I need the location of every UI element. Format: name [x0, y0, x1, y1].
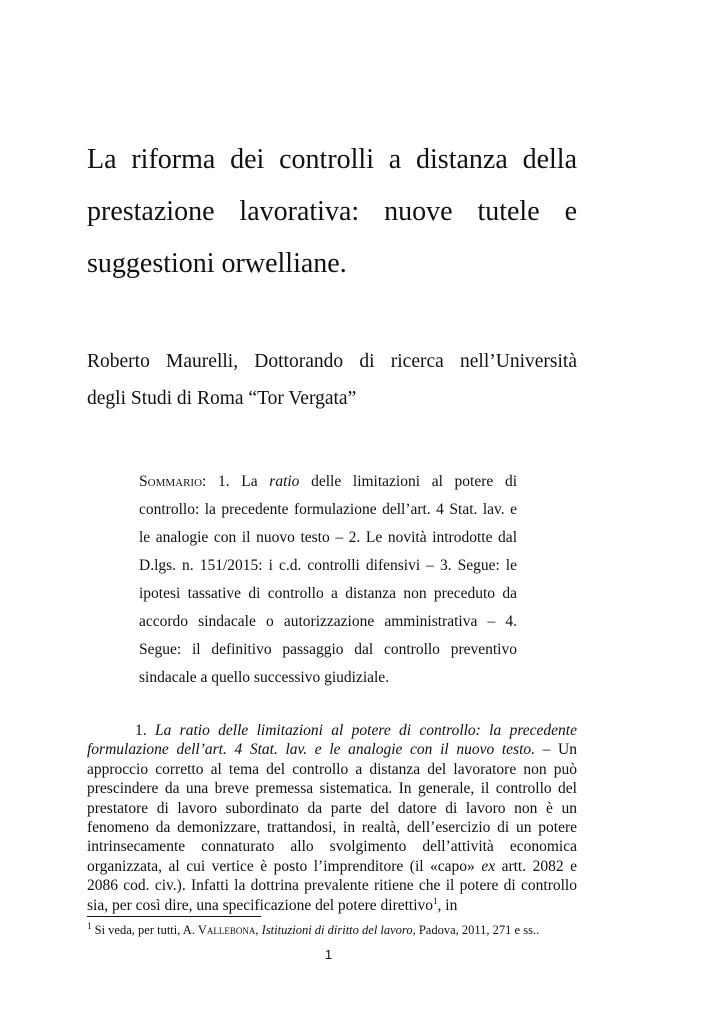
body-ex: ex: [481, 857, 496, 875]
footnote-pre: Si veda, per tutti, A.: [91, 923, 198, 937]
title-line-3: suggestioni orwelliane.: [87, 248, 347, 279]
summary-text: delle limitazioni al potere di controllo: la precedente formulazione dell’art. 4 Stat. lav. e le analogie con il nuovo testo – 2. Le novità introdotte dal D.lgs. n. 151/2015: i c.d. controlli difensivi – 3. Segue: le ipotesi tassative di controllo a distanza non preceduto da accordo sindacale o autorizzazione amministrativa – 4. Segue: il definitivo passaggio dal controllo preventivo sindacale a quello successivo giudiziale.: [139, 473, 517, 686]
summary-label: Sommario: [139, 473, 203, 490]
title-line-1: La riforma dei controlli a distanza della: [87, 144, 577, 175]
body-text-a: – Un approccio corretto al tema del controllo a distanza del lavoratore non può prescindere da una breve premessa sistematica. In generale, il controllo del prestatore di lavoro subordinato da parte del datore di lavoro non è un fenomeno da demonizzare, trattandosi, in realtà, dell’esercizio di un potere intrinsecamente connaturato allo svolgimento dell’attività economica organizzata, al cui vertice è posto l’imprenditore (il «capo»: [87, 741, 578, 875]
summary-box: [139, 468, 517, 692]
author-affiliation: [87, 343, 577, 417]
body-text-b: artt. 2082 e 2086 cod. civ.). Infatti la dottrina prevalente ritiene che il potere di controllo sia, per così dire, una specificazione del potere direttivo: [87, 857, 577, 914]
section-heading: La ratio delle limitazioni al potere di controllo: la precedente formulazione dell’art. 4 Stat. lav. e le analogie con il nuovo testo.: [87, 722, 577, 759]
footnote-author-rest: allebona: [206, 923, 256, 937]
document-title: [87, 134, 577, 290]
section-number: 1.: [135, 722, 155, 739]
summary-ratio: ratio: [269, 473, 300, 490]
title-line-2: prestazione lavorativa: nuove tutele e: [87, 196, 577, 227]
page-number: 1: [324, 947, 333, 962]
summary-sep: : 1. La: [202, 473, 270, 490]
footnote-author-initial: V: [197, 923, 207, 937]
body-text-c: , in: [437, 896, 458, 914]
author-line-2: degli Studi di Roma “Tor Vergata”: [87, 388, 357, 409]
footnote-1: [87, 922, 577, 938]
footnote-work: Istituzioni di diritto del lavoro: [261, 923, 413, 937]
author-line-1: Roberto Maurelli, Dottorando di ricerca nell’Università: [87, 351, 577, 372]
footnote-sep: ,: [255, 923, 262, 937]
footnote-ref[interactable]: 1: [433, 895, 438, 906]
footnote-separator: [87, 916, 261, 917]
section-1: [87, 721, 577, 915]
footnote-post: , Padova, 2011, 271 e ss..: [412, 923, 540, 937]
footnote-number: 1: [87, 920, 92, 931]
section-1-paragraph: [87, 721, 577, 915]
